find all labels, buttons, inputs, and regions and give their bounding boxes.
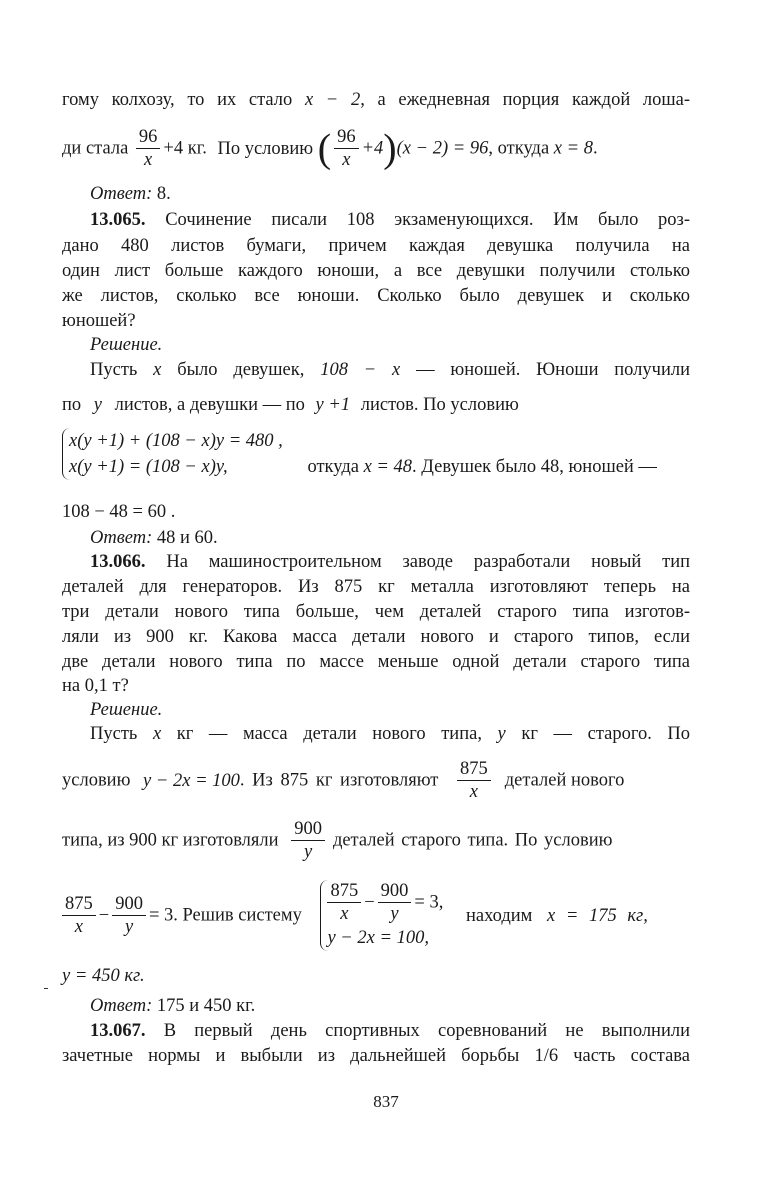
math-operator: − xyxy=(98,905,110,926)
answer-line xyxy=(62,994,690,1018)
math-expression: x xyxy=(153,360,162,380)
text-fragment: кг — старого. По xyxy=(521,724,691,744)
fraction-denominator: x xyxy=(469,782,478,802)
fraction xyxy=(62,893,96,938)
fraction-denominator: y xyxy=(303,842,313,862)
math-expression: = 3, xyxy=(414,892,444,913)
problem-line xyxy=(62,575,690,599)
text-fragment: По условию xyxy=(217,138,314,159)
fraction-numerator: 875 xyxy=(327,880,361,903)
problem-line xyxy=(62,309,690,333)
solution-line xyxy=(62,964,690,988)
text-fragment: . Решив систему xyxy=(173,905,302,926)
fraction-numerator: 875 xyxy=(62,893,96,916)
answer-value: 175 и 450 кг. xyxy=(156,996,256,1016)
fraction-denominator: x xyxy=(74,917,83,937)
text-fragment: . Девушек было 48, юношей — xyxy=(412,457,657,478)
fraction-denominator: y xyxy=(390,904,399,924)
problem-line xyxy=(62,650,690,674)
page-number: 837 xyxy=(373,1092,399,1111)
math-expression: x = 175 кг, xyxy=(547,905,648,926)
system-brace xyxy=(62,428,283,480)
system-row xyxy=(327,880,443,925)
problem-number: 13.067. xyxy=(90,1021,146,1041)
math-expression: y xyxy=(497,724,506,744)
solution-label: Решение. xyxy=(90,335,163,355)
text-fragment: деталей старого типа. По условию xyxy=(332,830,613,851)
math-expression: x xyxy=(152,724,162,744)
fraction-denominator: x xyxy=(342,150,351,170)
answer-line xyxy=(62,182,690,206)
text-fragment: две детали нового типа по массе меньше одной детали старого типа xyxy=(62,652,690,672)
equation-line xyxy=(62,880,690,960)
fraction xyxy=(378,880,412,925)
math-expression: = 3 xyxy=(148,905,174,926)
text-fragment: было девушек, xyxy=(177,360,305,380)
text-fragment: На машиностроительном заводе разработали новый тип xyxy=(166,552,690,572)
problem-number: 13.066. xyxy=(90,552,146,572)
right-paren: ) xyxy=(383,125,397,171)
text-fragment: находим xyxy=(465,905,533,926)
problem-line xyxy=(62,550,690,574)
solution-line xyxy=(62,358,690,382)
answer-label: Ответ: xyxy=(90,528,153,548)
text-fragment: В первый день спортивных соревнований не выполнили xyxy=(163,1021,690,1041)
text-fragment: листов, а девушки — по xyxy=(114,395,305,415)
equation-system xyxy=(62,428,690,486)
fraction-numerator: 96 xyxy=(136,126,161,149)
text-fragment: Пусть xyxy=(90,724,138,744)
problem-line xyxy=(62,208,690,232)
math-expression: y +1 xyxy=(315,395,351,415)
calc-line: 108 − 48 = 60 . xyxy=(62,502,176,522)
text-fragment: деталей нового xyxy=(504,770,625,791)
problem-line xyxy=(62,259,690,283)
fraction xyxy=(327,880,361,925)
answer-value: 8. xyxy=(156,184,171,204)
math-line: ди стала $\frac{96}{x}$ +4 кг. По условию ( $\frac{96}{x}$ +4)(x − 2) = 96, откуда x = 8. xyxy=(62,125,598,171)
answer-value: 48 и 60. xyxy=(156,528,218,548)
fraction-numerator: 900 xyxy=(291,818,325,841)
text-fragment: по xyxy=(62,395,82,415)
text-fragment: кг — масса детали нового типа, xyxy=(176,724,482,744)
fraction xyxy=(457,758,491,803)
problem-line xyxy=(62,625,690,649)
math-expression: y xyxy=(93,395,102,415)
math-expression: 108 − x xyxy=(320,360,401,380)
system-row: x(y +1) = (108 − x)y, xyxy=(69,457,228,477)
math-expression: x = 8 xyxy=(553,138,593,159)
problem-line xyxy=(62,1044,690,1068)
text-fragment: на 0,1 т? xyxy=(62,676,129,696)
text-fragment: зачетные нормы и выбыли из дальнейшей борьбы 1/6 часть состава xyxy=(62,1046,690,1066)
text-fragment: условию xyxy=(62,770,131,791)
problem-line xyxy=(62,234,690,258)
fraction-denominator: y xyxy=(124,917,134,937)
fraction-numerator: 96 xyxy=(334,126,359,149)
fraction-numerator: 900 xyxy=(112,893,146,916)
solution-label: Решение. xyxy=(90,700,163,720)
text-fragment: ляли из 900 кг. Какова масса детали нового и старого типов, если xyxy=(62,627,690,647)
solution-line xyxy=(62,393,690,417)
problem-number: 13.065. xyxy=(90,210,146,230)
math-expression: y = 450 кг. xyxy=(62,966,145,986)
system-row: y − 2x = 100, xyxy=(327,928,429,948)
left-paren: ( xyxy=(317,125,332,171)
solution-line xyxy=(62,818,690,870)
fraction-denominator: x xyxy=(144,150,153,170)
text-fragment: Сочинение писали 108 экзаменующихся. Им было роз- xyxy=(165,210,691,230)
problem-line xyxy=(62,600,690,624)
math-expression: x − 2 xyxy=(304,90,361,110)
text-fragment: один лист больше каждого юноши, а все девушки получили столько xyxy=(62,261,690,281)
fraction xyxy=(136,126,161,171)
text-fragment: . Из 875 кг изготовляют xyxy=(239,770,439,791)
solution-line xyxy=(62,758,690,810)
text-fragment: откуда xyxy=(307,457,359,478)
answer-label: Ответ: xyxy=(90,996,153,1016)
problem-line xyxy=(62,1019,690,1043)
answer-line xyxy=(62,526,690,550)
fraction xyxy=(334,126,359,171)
text-fragment: +4 кг. xyxy=(163,138,207,159)
text-fragment: гому колхозу, то их стало xyxy=(62,90,293,110)
text-fragment: ди стала xyxy=(62,138,129,159)
text-fragment: листов. По условию xyxy=(360,395,519,415)
text-fragment: три детали нового типа больше, чем деталей старого типа изготов- xyxy=(62,602,690,622)
math-operator: − xyxy=(364,892,375,913)
fraction xyxy=(112,893,146,938)
text-fragment: юношей? xyxy=(62,311,136,331)
text-fragment: же листов, сколько все юноши. Сколько было девушек и сколько xyxy=(62,286,690,306)
fraction-denominator: x xyxy=(340,904,349,924)
scan-artifact xyxy=(44,988,48,989)
system-brace xyxy=(320,880,443,951)
text-fragment: Пусть xyxy=(90,360,138,380)
problem-line xyxy=(62,674,690,698)
answer-label: Ответ: xyxy=(90,184,153,204)
fraction xyxy=(291,818,325,863)
system-tail xyxy=(307,457,657,477)
fraction-numerator: 875 xyxy=(457,758,491,781)
text-fragment: , откуда xyxy=(488,138,550,159)
text-fragment: дано 480 листов бумаги, причем каждая девушка получила на xyxy=(62,236,690,256)
math-expression: (x − 2) = 96 xyxy=(396,138,489,159)
system-row: x(y +1) + (108 − x)y = 480 , xyxy=(69,431,283,451)
fraction-numerator: 900 xyxy=(378,880,412,903)
text-fragment: типа, из 900 кг изготовляли xyxy=(62,830,279,851)
text-fragment: — юношей. Юноши получили xyxy=(416,360,691,380)
solution-line xyxy=(62,722,690,746)
text-line xyxy=(62,88,690,112)
math-expression: x = 48 xyxy=(363,457,413,478)
math-expression: +4 xyxy=(361,138,384,159)
text-fragment: , а ежедневная порция каждой лоша- xyxy=(360,90,690,110)
text-fragment: деталей для генераторов. Из 875 кг металла изготовляют теперь на xyxy=(62,577,690,597)
math-expression: y − 2x = 100 xyxy=(143,770,240,791)
problem-line xyxy=(62,284,690,308)
